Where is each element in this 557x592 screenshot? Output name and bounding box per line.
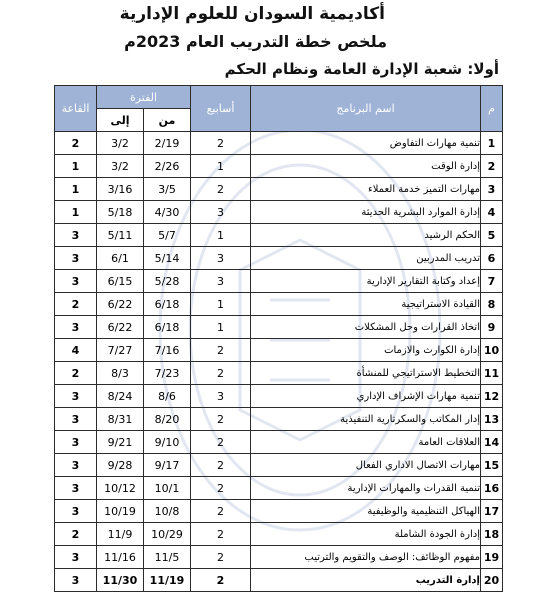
weeks-count: 2: [191, 546, 251, 569]
header-from: من: [144, 109, 191, 132]
date-to: 6/22: [97, 316, 144, 339]
table-row: [55, 316, 503, 339]
hall-number: 3: [55, 408, 97, 431]
weeks-count: 2: [191, 454, 251, 477]
table-row: [55, 546, 503, 569]
weeks-count: 3: [191, 270, 251, 293]
hall-number: 3: [55, 385, 97, 408]
hall-number: 3: [55, 546, 97, 569]
hall-number: 3: [55, 477, 97, 500]
table-row: [55, 293, 503, 316]
row-num: 9: [481, 316, 503, 339]
date-from: 10/1: [144, 477, 191, 500]
row-num: 8: [481, 293, 503, 316]
date-from: 2/26: [144, 155, 191, 178]
date-from: 9/17: [144, 454, 191, 477]
date-to: 3/2: [97, 132, 144, 155]
weeks-count: 2: [191, 431, 251, 454]
date-to: 8/31: [97, 408, 144, 431]
row-num: 10: [481, 339, 503, 362]
date-to: 6/15: [97, 270, 144, 293]
weeks-count: 1: [191, 293, 251, 316]
date-from: 11/19: [144, 569, 191, 592]
date-from: 6/18: [144, 316, 191, 339]
date-from: 5/14: [144, 247, 191, 270]
date-to: 10/12: [97, 477, 144, 500]
header-to: إلى: [97, 109, 144, 132]
date-from: 3/5: [144, 178, 191, 201]
plan-title: ملخص خطة التدريب العام 2023م: [124, 32, 387, 51]
hall-number: 2: [55, 293, 97, 316]
program-name: اتخاذ القرارات وحل المشكلات: [251, 316, 481, 339]
table-row: [55, 500, 503, 523]
date-to: 11/9: [97, 523, 144, 546]
program-name: الحكم الرشيد: [251, 224, 481, 247]
weeks-count: 2: [191, 362, 251, 385]
program-name: إدارة الوقت: [251, 155, 481, 178]
hall-number: 4: [55, 339, 97, 362]
table-row: [55, 431, 503, 454]
weeks-count: 2: [191, 500, 251, 523]
hall-number: 3: [55, 454, 97, 477]
weeks-count: 2: [191, 569, 251, 592]
row-num: 14: [481, 431, 503, 454]
date-to: 11/30: [97, 569, 144, 592]
hall-number: 3: [55, 500, 97, 523]
table-row: [55, 178, 503, 201]
row-num: 12: [481, 385, 503, 408]
weeks-count: 1: [191, 155, 251, 178]
date-to: 5/11: [97, 224, 144, 247]
weeks-count: 2: [191, 339, 251, 362]
weeks-count: 3: [191, 385, 251, 408]
hall-number: 1: [55, 178, 97, 201]
row-num: 17: [481, 500, 503, 523]
date-to: 3/16: [97, 178, 144, 201]
row-num: 5: [481, 224, 503, 247]
table-row: [55, 362, 503, 385]
hall-number: 3: [55, 431, 97, 454]
program-name: إدارة الموارد البشرية الحديثة: [251, 201, 481, 224]
row-num: 2: [481, 155, 503, 178]
row-num: 19: [481, 546, 503, 569]
program-name: القيادة الاستراتيجية: [251, 293, 481, 316]
date-from: 8/6: [144, 385, 191, 408]
hall-number: 1: [55, 155, 97, 178]
header-period: الفترة: [97, 86, 191, 109]
program-name: تنمية مهارات التفاوض: [251, 132, 481, 155]
hall-number: 2: [55, 132, 97, 155]
header-program: اسم البرنامج: [251, 86, 481, 132]
date-from: 10/29: [144, 523, 191, 546]
weeks-count: 1: [191, 316, 251, 339]
program-name: الهياكل التنظيمية والوظيفية: [251, 500, 481, 523]
program-name: إدارة الكوارث والازمات: [251, 339, 481, 362]
table-row: [55, 408, 503, 431]
table-row: [55, 201, 503, 224]
date-to: 6/1: [97, 247, 144, 270]
table-row: [55, 224, 503, 247]
hall-number: 3: [55, 316, 97, 339]
weeks-count: 3: [191, 247, 251, 270]
date-to: 10/19: [97, 500, 144, 523]
date-from: 2/19: [144, 132, 191, 155]
date-from: 8/20: [144, 408, 191, 431]
date-to: 9/28: [97, 454, 144, 477]
row-num: 13: [481, 408, 503, 431]
header-hall: القاعة: [55, 86, 97, 132]
table-row: [55, 155, 503, 178]
weeks-count: 2: [191, 477, 251, 500]
date-from: 10/8: [144, 500, 191, 523]
date-from: 6/18: [144, 293, 191, 316]
program-name: إدارة التدريب: [251, 569, 481, 592]
table-row: [55, 385, 503, 408]
date-from: 5/28: [144, 270, 191, 293]
row-num: 3: [481, 178, 503, 201]
date-from: 4/30: [144, 201, 191, 224]
table-row: [55, 477, 503, 500]
hall-number: 1: [55, 201, 97, 224]
row-num: 15: [481, 454, 503, 477]
table-row: [55, 247, 503, 270]
row-num: 11: [481, 362, 503, 385]
program-name: إدار المكاتب والسكرتارية التنفيذية: [251, 408, 481, 431]
hall-number: 2: [55, 362, 97, 385]
section-title: أولا: شعبة الإدارة العامة ونظام الحكم: [224, 60, 499, 78]
program-name: مهارات الاتصال الاداري الفعال: [251, 454, 481, 477]
row-num: 18: [481, 523, 503, 546]
table-row: [55, 339, 503, 362]
weeks-count: 2: [191, 408, 251, 431]
weeks-count: 2: [191, 132, 251, 155]
row-num: 1: [481, 132, 503, 155]
row-num: 16: [481, 477, 503, 500]
table-row: [55, 454, 503, 477]
hall-number: 3: [55, 569, 97, 592]
date-from: 7/16: [144, 339, 191, 362]
date-to: 7/27: [97, 339, 144, 362]
training-plan-table: [54, 85, 503, 592]
date-from: 9/10: [144, 431, 191, 454]
program-name: العلاقات العامة: [251, 431, 481, 454]
program-name: إعداد وكتابة التقارير الإدارية: [251, 270, 481, 293]
date-to: 8/24: [97, 385, 144, 408]
header-weeks: أسابيع: [191, 86, 251, 132]
date-to: 6/22: [97, 293, 144, 316]
hall-number: 2: [55, 523, 97, 546]
row-num: 7: [481, 270, 503, 293]
date-to: 9/21: [97, 431, 144, 454]
weeks-count: 1: [191, 224, 251, 247]
weeks-count: 3: [191, 201, 251, 224]
table-row: [55, 569, 503, 592]
program-name: التخطيط الاستراتيجي للمنشأة: [251, 362, 481, 385]
row-num: 6: [481, 247, 503, 270]
academy-title: أكاديمية السودان للعلوم الإدارية: [119, 4, 385, 24]
program-name: تنمية القدرات والمهارات الإدارية: [251, 477, 481, 500]
weeks-count: 2: [191, 523, 251, 546]
weeks-count: 2: [191, 178, 251, 201]
date-to: 8/3: [97, 362, 144, 385]
header-num: م: [481, 86, 503, 132]
date-to: 3/2: [97, 155, 144, 178]
table-row: [55, 270, 503, 293]
row-num: 20: [481, 569, 503, 592]
hall-number: 3: [55, 247, 97, 270]
date-from: 7/23: [144, 362, 191, 385]
program-name: تدريب المدربين: [251, 247, 481, 270]
row-num: 4: [481, 201, 503, 224]
date-to: 11/16: [97, 546, 144, 569]
date-to: 5/18: [97, 201, 144, 224]
program-name: تنمية مهارات الإشراف الإداري: [251, 385, 481, 408]
program-name: إدارة الجودة الشاملة: [251, 523, 481, 546]
date-from: 11/5: [144, 546, 191, 569]
table-row: [55, 523, 503, 546]
hall-number: 3: [55, 270, 97, 293]
program-name: مفهوم الوظائف: الوصف والتقويم والترتيب: [251, 546, 481, 569]
table-row: [55, 132, 503, 155]
program-name: مهارات التميز خدمة العملاء: [251, 178, 481, 201]
hall-number: 3: [55, 224, 97, 247]
date-from: 5/7: [144, 224, 191, 247]
